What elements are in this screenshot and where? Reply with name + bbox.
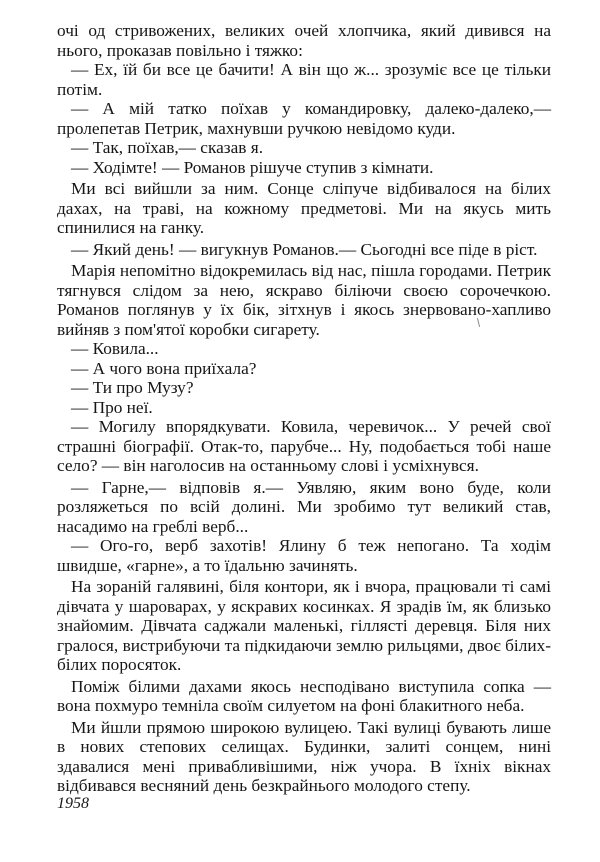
paragraph-4: — Так, поїхав,— сказав я.: [71, 138, 264, 157]
paragraph-2: — Ех, їй би все це бачити! А він що ж... зрозуміє все це тільки потім.: [57, 60, 551, 99]
paragraph-13: — Могилу впорядкувати. Ковила, черевичок... У речей свої страшні біографії. Отак-то, парубче... Ну, подобається тобі наше село? — він наголосив на останньому слові і усміхнувся.: [57, 417, 551, 475]
paragraph-9: — Ковила...: [71, 339, 159, 358]
paragraph-3: — А мій татко поїхав у командировку, далеко-далеко,— пролепетав Петрик, махнувши ручкою невідомо куди.: [57, 99, 551, 138]
paragraph-11: — Ти про Музу?: [71, 378, 194, 397]
paragraph-18: Ми йшли прямою широкою вулицею. Такі вулиці бувають лише в нових степових селищах. Будинки, залиті сонцем, нині здавалися мені привабливішими, ніж учора. В їхніх вікнах відбивався весняний день безкрайнього молодого степу.: [57, 717, 551, 795]
paragraph-15: — Ого-го, верб захотів! Ялину б теж непогано. Та ходім швидше, «гарне», а то їдальню зачинять.: [57, 536, 551, 575]
paragraph-1: очі од стривожених, великих очей хлопчика, який дивився на нього, проказав повільно і тяжко:: [57, 21, 551, 60]
paragraph-6: Ми всі вийшли за ним. Сонце сліпуче відбивалося на білих дахах, на траві, на кожному предметові. Ми на якусь мить спинилися на ганку.: [57, 179, 551, 237]
paragraph-16: На зораній галявині, біля контори, як і вчора, працювали ті самі дівчата у шароварах, у яскравих косинках. Я зрадів їм, як близько знайомим. Дівчата саджали маленькі, гіллясті деревця. Біля них гралося, вистрибуючи та підкидаючи землю рильцями, двоє білих-білих поросяток.: [57, 577, 551, 674]
paragraph-12: — Про неї.: [71, 397, 153, 417]
paragraph-7: — Який день! — вигукнув Романов.— Сьогодні все піде в ріст.: [71, 239, 538, 259]
paragraph-14: — Гарне,— відповів я.— Уявляю, яким воно буде, коли розляжеться по всій долині. Ми зробимо тут великий став, насадимо на греблі верб...: [57, 477, 551, 536]
paragraph-10: — А чого вона приїхала?: [71, 358, 257, 378]
paragraph-17: Поміж білими дахами якось несподівано виступила сопка — вона похмуро темніла своїм силуетом на фоні блакитного неба.: [57, 676, 551, 715]
page-footer-number: 1958: [57, 795, 89, 812]
paragraph-5: — Ходімте! — Романов рішуче ступив з кімнати.: [71, 157, 434, 177]
paragraph-8: Марія непомітно відокремилась від нас, пішла городами. Петрик тягнувся слідом за нею, яскраво біліючи своєю сорочечкою. Романов поглянув у їх бік, зітхнув і якось знервовано-хапливо вийняв з пом'ятої коробки сигарету.: [57, 261, 551, 339]
body-text: [57, 21, 551, 796]
